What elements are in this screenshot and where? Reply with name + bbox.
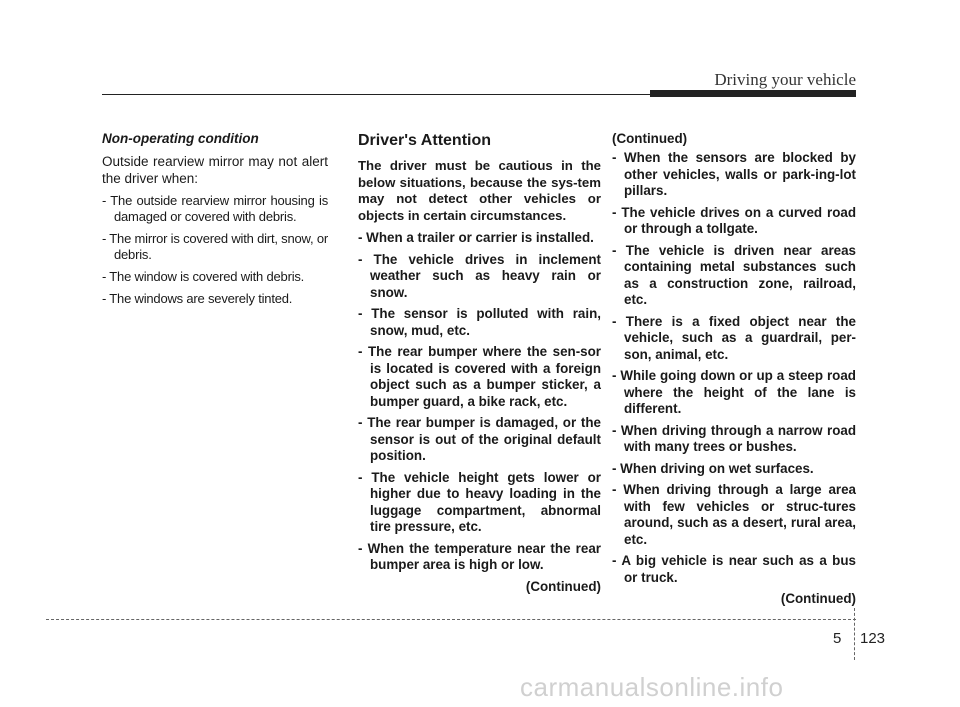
list-item: - When driving through a narrow road with many trees or bushes. bbox=[612, 422, 856, 454]
list-item: - The vehicle is driven near areas containing metal substances such as a construction zone, railroad, etc. bbox=[612, 242, 856, 307]
footer-divider bbox=[854, 608, 855, 660]
header-block bbox=[650, 90, 856, 97]
right-column bbox=[612, 131, 856, 606]
intro-paragraph: Outside rearview mirror may not alert the driver when: bbox=[102, 154, 328, 186]
watermark: carmanualsonline.info bbox=[520, 672, 784, 702]
list-item: - The vehicle drives on a curved road or through a tollgate. bbox=[612, 204, 856, 236]
footer-rule bbox=[46, 619, 856, 620]
list-item: - When a trailer or carrier is installed. bbox=[358, 230, 594, 245]
list-item: - The rear bumper where the sen-sor is located is covered with a foreign object such as a bumper sticker, a bumper guard, a bike rack, etc. bbox=[358, 344, 601, 409]
condition-list bbox=[102, 193, 328, 307]
section-title: Driver's Attention bbox=[358, 132, 492, 149]
page-number: 123 bbox=[860, 630, 886, 647]
list-item: - When the sensors are blocked by other vehicles, walls or park-ing-lot pillars. bbox=[612, 150, 856, 198]
list-item: - When driving through a large area with few vehicles or struc-tures around, such as a desert, rural area, etc. bbox=[612, 482, 856, 547]
continued-label-top: (Continued) bbox=[612, 131, 688, 146]
situation-list-continued bbox=[612, 150, 856, 586]
header-title: Driving your vehicle bbox=[714, 70, 856, 89]
list-item: - The windows are severely tinted. bbox=[102, 291, 293, 306]
list-item: - The rear bumper is damaged, or the sensor is out of the original default position. bbox=[358, 415, 601, 463]
continued-label: (Continued) bbox=[525, 578, 601, 594]
list-item: - When driving on wet surfaces. bbox=[612, 460, 814, 476]
list-item: - The mirror is covered with dirt, snow, or debris. bbox=[102, 231, 328, 262]
list-item: - A big vehicle is near such as a bus or truck. bbox=[612, 553, 856, 585]
list-item: - The window is covered with debris. bbox=[102, 269, 305, 284]
list-item: - The sensor is polluted with rain, snow, mud, etc. bbox=[358, 306, 601, 338]
middle-column bbox=[358, 131, 601, 594]
subheading: Non-operating condition bbox=[102, 131, 259, 146]
left-column bbox=[102, 131, 328, 313]
chapter-number: 5 bbox=[833, 630, 842, 647]
list-item: - While going down or up a steep road where the height of the lane is different. bbox=[612, 368, 856, 416]
list-item: - The outside rearview mirror housing is damaged or covered with debris. bbox=[102, 193, 328, 224]
continued-label-bottom: (Continued) bbox=[780, 591, 856, 606]
section-intro: The driver must be cautious in the below situations, because the sys-tem may not detect other vehicles or objects in certain circumstances. bbox=[358, 158, 601, 223]
list-item: - There is a fixed object near the vehicle, such as a guardrail, per-son, animal, etc. bbox=[612, 313, 856, 362]
list-item: - When the temperature near the rear bumper area is high or low. bbox=[358, 540, 601, 572]
situation-list bbox=[358, 230, 601, 574]
list-item: - The vehicle height gets lower or higher due to heavy loading in the luggage compartment, abnormal tire pressure, etc. bbox=[358, 469, 601, 534]
list-item: - The vehicle drives in inclement weather such as heavy rain or snow. bbox=[358, 251, 601, 300]
